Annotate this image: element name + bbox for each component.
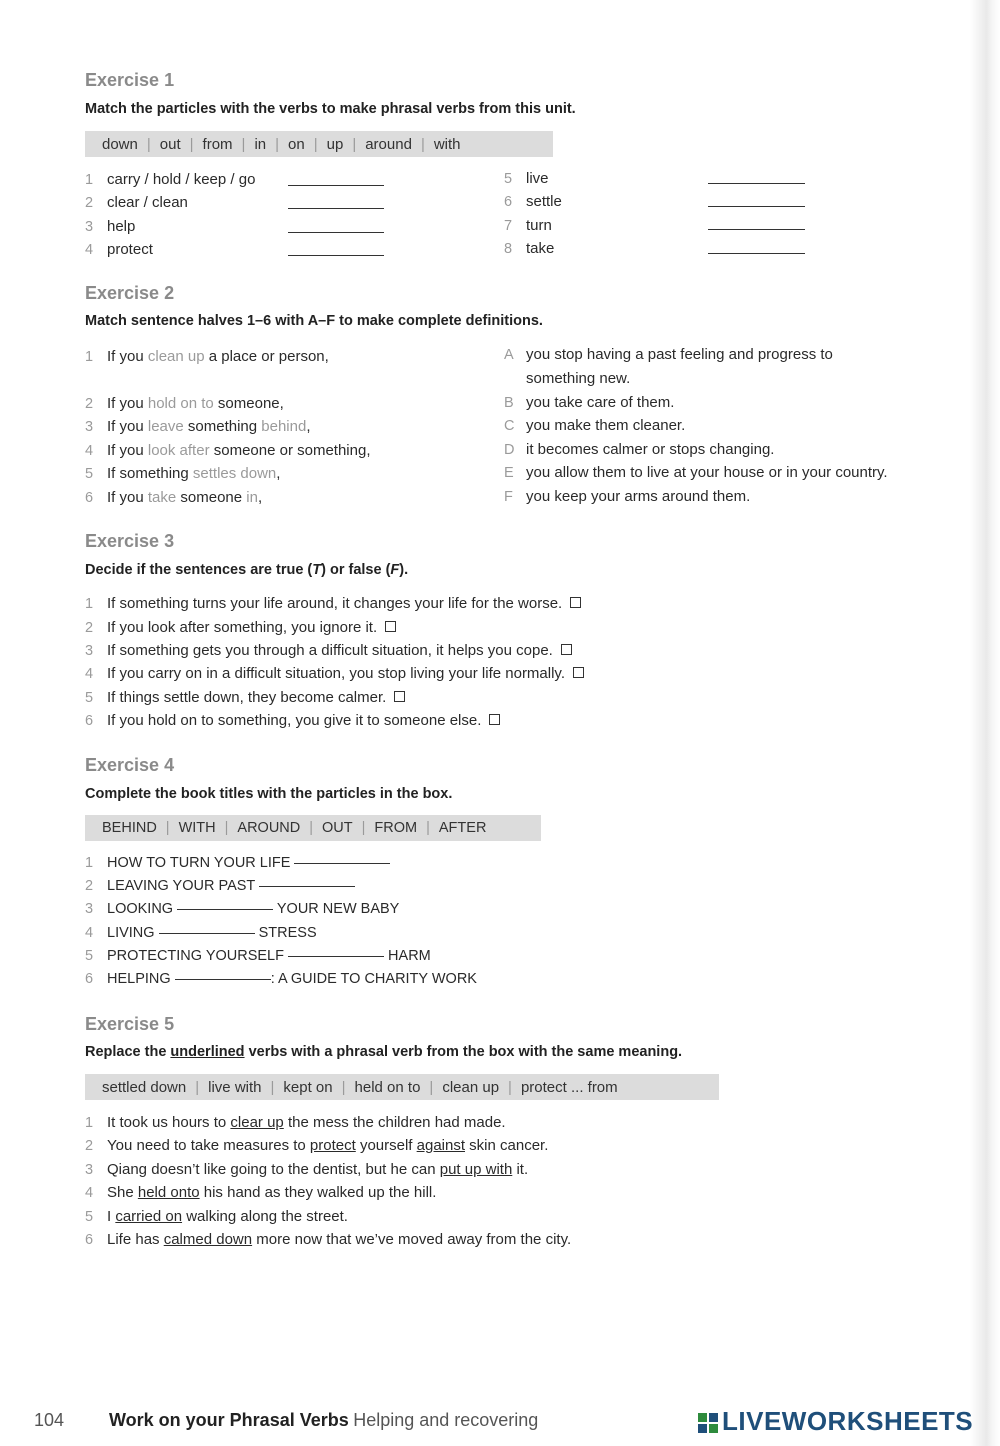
phrasal-verb-word: kept on <box>283 1078 333 1096</box>
answer-blank-5[interactable] <box>708 182 805 184</box>
exercise-4-item: 3 LOOKING YOUR NEW BABY <box>85 901 400 917</box>
exercise-4-instruction: Complete the book titles with the particles in the box. <box>85 786 453 802</box>
exercise-2-definition: F you keep your arms around them. <box>504 488 751 505</box>
particle-word: around <box>365 135 412 153</box>
unit-title: Helping and recovering <box>353 1410 539 1430</box>
exercise-3-item: 6 If you hold on to something, you give it to someone else. <box>85 712 500 729</box>
phrasal-verb-word: clean up <box>442 1078 500 1096</box>
book-title: Work on your Phrasal Verbs <box>109 1410 349 1430</box>
exercise-2-definition: C you make them cleaner. <box>504 417 686 434</box>
exercise-3-item: 2 If you look after something, you ignore it. <box>85 619 396 636</box>
true-false-checkbox[interactable] <box>561 644 572 655</box>
particle-word: with <box>433 135 461 153</box>
exercise-4-particle-box: BEHIND | WITH | AROUND | OUT | FROM | AFTER <box>85 815 541 841</box>
exercise-1-item: 5 live <box>504 170 549 187</box>
exercise-5-item: 4 She held onto his hand as they walked up the hill. <box>85 1184 437 1201</box>
liveworksheets-logo[interactable]: LIVEWORKSHEETS <box>698 1406 973 1437</box>
exercise-4-item: 6 HELPING : A GUIDE TO CHARITY WORK <box>85 971 477 987</box>
answer-blank-7[interactable] <box>708 228 805 230</box>
exercise-4-item: 1 HOW TO TURN YOUR LIFE <box>85 855 390 871</box>
footer-title <box>109 1410 538 1431</box>
exercise-1-item: 1 carry / hold / keep / go <box>85 171 256 188</box>
exercise-4-title: Exercise 4 <box>85 755 175 775</box>
particle-word: up <box>326 135 344 153</box>
answer-blank[interactable] <box>175 978 271 980</box>
exercise-5-instruction: Replace the underlined verbs with a phrasal verb from the box with the same meaning. <box>85 1044 683 1060</box>
exercise-3-item: 1 If something turns your life around, it changes your life for the worse. <box>85 595 581 612</box>
exercise-2-half: 5 If something settles down, <box>85 465 281 482</box>
page-edge-shadow <box>970 0 1000 1446</box>
answer-blank[interactable] <box>259 885 355 887</box>
exercise-5-title: Exercise 5 <box>85 1014 175 1034</box>
particle-word: in <box>254 135 267 153</box>
exercise-5-item: 3 Qiang doesn’t like going to the dentist, but he can put up with it. <box>85 1161 529 1178</box>
answer-blank[interactable] <box>288 955 384 957</box>
exercise-1-item: 2 clear / clean <box>85 194 188 211</box>
exercise-3-instruction: Decide if the sentences are true (T) or false (F). <box>85 562 409 578</box>
particle-word: AFTER <box>438 820 487 836</box>
particle-word: out <box>159 135 181 153</box>
particle-word: down <box>102 135 138 153</box>
answer-blank-3[interactable] <box>288 231 384 233</box>
true-false-checkbox[interactable] <box>489 714 500 725</box>
phrasal-verb-word: settled down <box>102 1078 187 1096</box>
exercise-3-item: 3 If something gets you through a difficult situation, it helps you cope. <box>85 642 572 659</box>
exercise-2-definition: E you allow them to live at your house or in your country. <box>504 464 888 481</box>
particle-word: AROUND <box>237 820 301 836</box>
exercise-2-definition: D it becomes calmer or stops changing. <box>504 441 775 458</box>
exercise-3-item: 5 If things settle down, they become calmer. <box>85 689 405 706</box>
exercise-4-item: 4 LIVING STRESS <box>85 925 317 941</box>
exercise-5-item: 1 It took us hours to clear up the mess the children had made. <box>85 1114 506 1131</box>
exercise-1-item: 3 help <box>85 218 136 235</box>
page-number: 104 <box>34 1410 65 1430</box>
answer-blank[interactable] <box>177 908 273 910</box>
exercise-1-title: Exercise 1 <box>85 70 175 90</box>
exercise-5-item: 5 I carried on walking along the street. <box>85 1208 348 1225</box>
exercise-1-item: 4 protect <box>85 241 153 258</box>
exercise-1-item: 7 turn <box>504 217 552 234</box>
particle-word: FROM <box>374 820 418 836</box>
exercise-5-item: 2 You need to take measures to protect yourself against skin cancer. <box>85 1137 549 1154</box>
exercise-5-item: 6 Life has calmed down more now that we’ve moved away from the city. <box>85 1231 572 1248</box>
exercise-4-item: 5 PROTECTING YOURSELF HARM <box>85 948 431 964</box>
answer-blank-6[interactable] <box>708 205 805 207</box>
exercise-3-item: 4 If you carry on in a difficult situation, you stop living your life normally. <box>85 665 584 682</box>
true-false-checkbox[interactable] <box>573 667 584 678</box>
exercise-2-definition-cont: something new. <box>526 370 631 387</box>
true-false-checkbox[interactable] <box>570 597 581 608</box>
answer-blank[interactable] <box>294 862 390 864</box>
phrasal-verb-word: protect ... from <box>520 1078 618 1096</box>
particle-word: OUT <box>322 820 353 836</box>
phrasal-verb-word: live with <box>208 1078 262 1096</box>
answer-blank[interactable] <box>159 932 255 934</box>
exercise-2-half: 1 If you clean up a place or person, <box>85 348 329 365</box>
exercise-1-item: 6 settle <box>504 193 562 210</box>
exercise-1-particle-box: down | out | from | in | on | up | around | with <box>85 131 553 157</box>
true-false-checkbox[interactable] <box>385 621 396 632</box>
exercise-2-half: 2 If you hold on to someone, <box>85 395 284 412</box>
answer-blank-8[interactable] <box>708 252 805 254</box>
answer-blank-1[interactable] <box>288 184 384 186</box>
particle-word: from <box>202 135 233 153</box>
exercise-4-item: 2 LEAVING YOUR PAST <box>85 878 355 894</box>
true-false-checkbox[interactable] <box>394 691 405 702</box>
exercise-2-half: 3 If you leave something behind, <box>85 418 311 435</box>
exercise-1-instruction: Match the particles with the verbs to make phrasal verbs from this unit. <box>85 101 576 117</box>
exercise-2-half: 6 If you take someone in, <box>85 489 263 506</box>
answer-blank-2[interactable] <box>288 207 384 209</box>
phrasal-verb-word: held on to <box>354 1078 421 1096</box>
answer-blank-4[interactable] <box>288 254 384 256</box>
exercise-2-definition: A you stop having a past feeling and progress to <box>504 346 833 363</box>
exercise-2-half: 4 If you look after someone or something, <box>85 442 371 459</box>
particle-word: on <box>288 135 305 153</box>
exercise-3-title: Exercise 3 <box>85 531 175 551</box>
exercise-2-title: Exercise 2 <box>85 283 175 303</box>
exercise-2-definition: B you take care of them. <box>504 394 675 411</box>
particle-word: BEHIND <box>102 820 157 836</box>
particle-word: WITH <box>178 820 216 836</box>
exercise-2-instruction: Match sentence halves 1–6 with A–F to make complete definitions. <box>85 313 543 329</box>
logo-grid-icon <box>698 1413 718 1433</box>
exercise-5-verb-box: settled down | live with | kept on | held on to | clean up | protect ... from <box>85 1074 719 1100</box>
exercise-1-item: 8 take <box>504 240 555 257</box>
